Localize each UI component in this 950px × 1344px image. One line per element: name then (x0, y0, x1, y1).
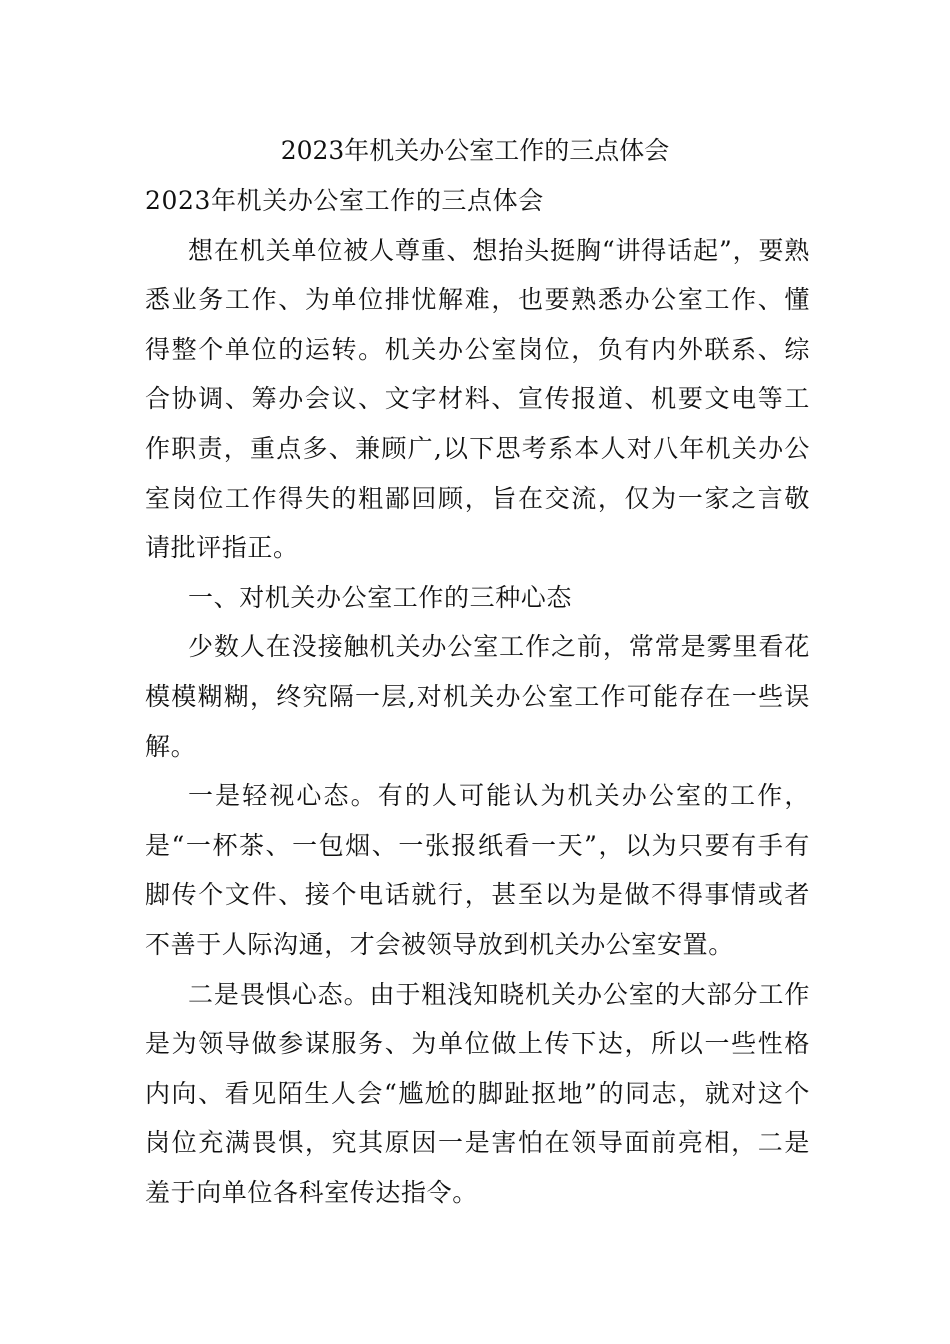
document-body (145, 176, 810, 1217)
document-subtitle: 2023年机关办公室工作的三点体会 (145, 186, 544, 215)
paragraph-misunderstanding: 少数人在没接触机关办公室工作之前，常常是雾里看花模模糊糊，终究隔一层,对机关办公室工作可能存在一些误解。 (145, 632, 810, 761)
paragraph-intro: 想在机关单位被人尊重、想抬头挺胸“讲得话起”，要熟悉业务工作、为单位排忧解难，也要熟悉办公室工作、懂得整个单位的运转。机关办公室岗位，负有内外联系、综合协调、筹办会议、文字材料、宣传报道、机要文电等工作职责，重点多、兼顾广,以下思考系本人对八年机关办公室岗位工作得失的粗鄙回顾，旨在交流，仅为一家之言敬请批评指正。 (145, 235, 810, 563)
paragraph-contempt-mindset: 一是轻视心态。有的人可能认为机关办公室的工作，是“一杯茶、一包烟、一张报纸看一天”，以为只要有手有脚传个文件、接个电话就行，甚至以为是做不得事情或者不善于人际沟通，才会被领导放到机关办公室安置。 (145, 781, 810, 959)
paragraph-fear-mindset: 二是畏惧心态。由于粗浅知晓机关办公室的大部分工作是为领导做参谋服务、为单位做上传下达，所以一些性格内向、看见陌生人会“尴尬的脚趾抠地”的同志，就对这个岗位充满畏惧，究其原因一是害怕在领导面前亮相，二是羞于向单位各科室传达指令。 (145, 979, 810, 1207)
document-title: 2023年机关办公室工作的三点体会 (280, 136, 670, 165)
section-heading-1: 一、对机关办公室工作的三种心态 (188, 582, 573, 612)
